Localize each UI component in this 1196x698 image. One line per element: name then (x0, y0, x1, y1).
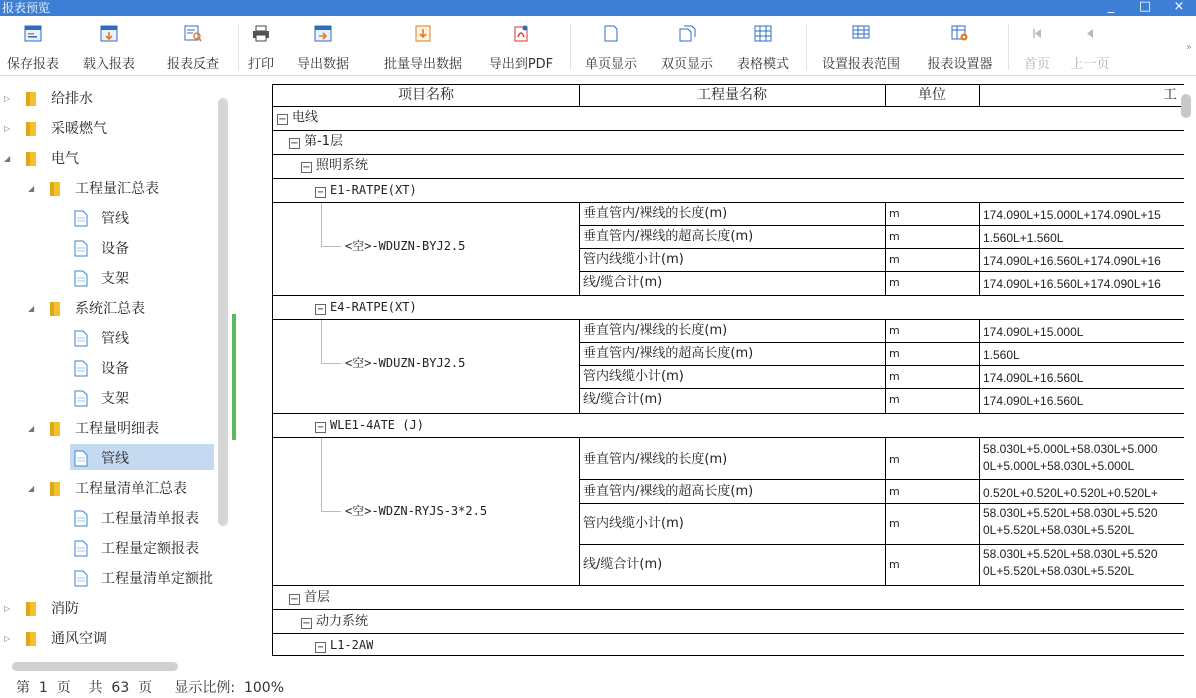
quantity-name-cell: 垂直管内/裸线的长度(m) (583, 452, 728, 467)
unit-cell: m (889, 485, 900, 498)
folder-icon (26, 122, 36, 136)
save-report-icon (24, 25, 42, 42)
document-icon (74, 210, 88, 227)
grid-line (273, 154, 1184, 155)
batch-export-button[interactable] (374, 16, 472, 76)
collapse-icon[interactable]: − (302, 618, 311, 629)
grid-line (579, 503, 1184, 504)
double-page-button[interactable] (652, 16, 722, 76)
tree-item-label: 支架 (101, 271, 129, 287)
export-pdf-button[interactable] (480, 16, 562, 76)
grid-line (273, 295, 1184, 296)
tree-item-label: 设备 (101, 241, 129, 257)
document-icon (74, 450, 88, 467)
grid-line (579, 342, 1184, 343)
grid-line (979, 202, 980, 295)
window-title-bar (0, 0, 1196, 16)
tree-item[interactable] (0, 384, 220, 414)
expression-cell: 174.090L+16.560L+174.090L+16 (983, 277, 1161, 291)
tree-item[interactable] (0, 444, 220, 474)
export-data-button[interactable] (288, 16, 358, 76)
quantity-name-cell: 线/缆合计(m) (583, 392, 663, 407)
batch-export-label: 批量导出数据 (383, 57, 462, 72)
tree-item[interactable] (0, 534, 220, 564)
window-controls (1094, 0, 1196, 16)
group-label: E1-RATPE(XT) (330, 183, 417, 197)
export-data-icon (314, 25, 332, 42)
single-page-icon (602, 25, 620, 42)
print-button[interactable] (242, 16, 280, 76)
report-range-label: 设置报表范围 (821, 57, 900, 72)
toolbar-separator (806, 24, 807, 70)
tree-item-label: 通风空调 (51, 631, 107, 647)
grid-line (885, 437, 886, 585)
grid-line (885, 202, 886, 295)
folder-icon (26, 92, 36, 106)
unit-cell: m (889, 207, 900, 220)
report-preview (238, 80, 1196, 660)
document-icon (74, 240, 88, 257)
tree-connector (321, 363, 341, 364)
tree-item-label: 设备 (101, 361, 129, 377)
document-icon (74, 540, 88, 557)
tree-connector (321, 202, 322, 246)
grid-line (273, 319, 1184, 320)
collapse-arrow-icon[interactable]: ▷ (4, 604, 11, 613)
collapse-icon[interactable]: − (315, 304, 326, 315)
report-range-icon (852, 25, 870, 42)
tree-item-label: 系统汇总表 (75, 301, 145, 317)
tree-item[interactable] (0, 504, 220, 534)
unit-cell: m (889, 370, 900, 383)
grid-line (579, 544, 1184, 545)
export-pdf-icon (512, 25, 530, 42)
tree-connector (321, 319, 322, 363)
unit-cell: m (889, 347, 900, 360)
group-row-electric-wire[interactable] (277, 107, 318, 129)
tree-item[interactable] (0, 174, 220, 204)
folder-icon (26, 152, 36, 166)
single-page-label: 单页显示 (584, 57, 637, 72)
table-mode-icon (754, 25, 772, 42)
selection-highlight (70, 444, 214, 470)
grid-line (273, 437, 1184, 438)
folder-icon (50, 422, 60, 436)
grid-line (273, 84, 1184, 85)
quantity-name-cell: 管内线缆小计(m) (583, 516, 684, 531)
group-label: WLE1-4ATE (J) (330, 418, 424, 432)
prev-page-label: 上一页 (1070, 57, 1110, 72)
grid-line (579, 437, 580, 585)
expression-cell: 0L+5.520L+58.030L+5.520L (983, 523, 1135, 537)
tree-item[interactable] (0, 414, 220, 444)
unit-cell: m (889, 517, 900, 530)
tree-item[interactable] (0, 84, 220, 114)
grid-line (579, 225, 1184, 226)
folder-icon (50, 302, 60, 316)
collapse-arrow-icon[interactable]: ▷ (4, 634, 11, 643)
group-row-wle1-4ate[interactable] (315, 414, 424, 436)
single-page-button[interactable] (576, 16, 646, 76)
tree-item[interactable] (0, 324, 220, 354)
report-range-button[interactable] (812, 16, 910, 76)
expression-cell: 58.030L+5.520L+58.030L+5.520 (983, 547, 1158, 561)
tree-item[interactable] (0, 564, 220, 594)
grid-line (273, 633, 1184, 634)
grid-line (273, 130, 1184, 131)
group-label: 第-1层 (304, 134, 343, 149)
tree-item[interactable] (0, 144, 220, 174)
group-row-e1-ratpe[interactable] (315, 179, 417, 201)
collapse-icon[interactable]: − (315, 642, 326, 653)
prev-page-icon (1081, 25, 1099, 42)
expand-arrow-icon[interactable]: ◢ (28, 184, 35, 193)
expand-arrow-icon[interactable]: ◢ (28, 424, 35, 433)
tree-item-label: 工程量清单汇总表 (75, 481, 187, 497)
header-unit: 单位 (918, 87, 946, 103)
expression-cell: 1.560L+1.560L (983, 231, 1064, 245)
tree-item-label: 消防 (51, 601, 79, 617)
quantity-name-cell: 管内线缆小计(m) (583, 252, 684, 267)
group-row-e4-ratpe[interactable] (315, 296, 417, 318)
tree-item[interactable] (0, 234, 220, 264)
grid-line (579, 319, 580, 413)
panel-splitter[interactable] (232, 314, 236, 440)
collapse-icon[interactable]: − (278, 114, 287, 125)
header-expression: 工 (1163, 87, 1177, 103)
group-row-power-system[interactable] (301, 611, 368, 633)
group-row-ground-floor[interactable] (289, 587, 330, 609)
header-quantity-name: 工程量名称 (697, 87, 767, 103)
grid-line (979, 437, 980, 585)
folder-icon (50, 482, 60, 496)
minimize-button[interactable]: _ (1107, 0, 1115, 14)
unit-cell: m (889, 253, 900, 266)
group-row-lighting-system[interactable] (301, 155, 368, 177)
expand-arrow-icon[interactable]: ◢ (4, 154, 11, 163)
grid-line (579, 365, 1184, 366)
grid-line (885, 84, 886, 106)
expression-cell: 174.090L+16.560L (983, 371, 1084, 385)
print-label: 打印 (247, 57, 274, 72)
item-name-cell: <空>-WDUZN-BYJ2.5 (345, 356, 466, 370)
tree-item[interactable] (0, 264, 220, 294)
expression-cell: 0L+5.000L+58.030L+5.000L (983, 459, 1135, 473)
window-title: 报表预览 (2, 1, 51, 15)
collapse-arrow-icon[interactable]: ▷ (4, 124, 11, 133)
reverse-lookup-icon (184, 25, 202, 42)
load-report-label: 载入报表 (82, 57, 135, 72)
unit-cell: m (889, 558, 900, 571)
tree-item-label: 工程量清单定额批 (101, 571, 213, 587)
prev-page-button[interactable] (1062, 16, 1118, 76)
group-label: 照明系统 (316, 158, 369, 173)
expression-cell: 0L+5.520L+58.030L+5.520L (983, 564, 1135, 578)
tree-item[interactable] (0, 624, 220, 654)
item-name-cell: <空>-WDZN-RYJS-3*2.5 (345, 504, 488, 518)
grid-line (273, 178, 1184, 179)
grid-line (885, 319, 886, 413)
report-settings-label: 报表设置器 (927, 57, 993, 72)
tree-connector (321, 511, 341, 512)
folder-icon (26, 632, 36, 646)
grid-line (579, 248, 1184, 249)
document-icon (74, 510, 88, 527)
expression-cell: 174.090L+15.000L (983, 325, 1084, 339)
toolbar (0, 16, 1196, 76)
expand-arrow-icon[interactable]: ◢ (28, 484, 35, 493)
grid-line (579, 202, 580, 295)
tree-item[interactable] (0, 474, 220, 504)
grid-line (579, 84, 580, 106)
tree-item-label: 工程量汇总表 (75, 181, 159, 197)
tree-item[interactable] (0, 294, 220, 324)
grid-line (579, 479, 1184, 480)
toolbar-separator (238, 24, 239, 70)
document-icon (74, 270, 88, 287)
unit-cell: m (889, 393, 900, 406)
toolbar-separator (570, 24, 571, 70)
tree-item[interactable] (0, 594, 220, 624)
tree-item-label: 工程量明细表 (75, 421, 159, 437)
maximize-button[interactable]: □ (1138, 0, 1152, 14)
collapse-icon[interactable]: − (290, 138, 299, 149)
tree-connector (321, 437, 322, 511)
tree-item-label: 工程量定额报表 (101, 541, 199, 557)
group-label: 动力系统 (316, 614, 369, 629)
item-name-cell: <空>-WDUZN-BYJ2.5 (345, 239, 466, 253)
unit-cell: m (889, 324, 900, 337)
document-icon (74, 390, 88, 407)
double-page-icon (678, 25, 696, 42)
first-page-button[interactable] (1014, 16, 1060, 76)
expression-cell: 174.090L+16.560L+174.090L+16 (983, 254, 1161, 268)
tree-item-label: 支架 (101, 391, 129, 407)
tree-item[interactable] (0, 354, 220, 384)
collapse-arrow-icon[interactable]: ▷ (4, 94, 11, 103)
reverse-lookup-button[interactable] (156, 16, 230, 76)
load-report-icon (100, 25, 118, 42)
expression-cell: 58.030L+5.520L+58.030L+5.520 (983, 506, 1158, 520)
quantity-name-cell: 线/缆合计(m) (583, 275, 663, 290)
tree-item[interactable] (0, 114, 220, 144)
tree-item-label: 管线 (101, 451, 129, 467)
grid-line (273, 655, 1184, 656)
grid-line (273, 106, 1184, 107)
double-page-label: 双页显示 (660, 57, 713, 72)
quantity-name-cell: 垂直管内/裸线的长度(m) (583, 323, 728, 338)
toolbar-overflow-button[interactable]: » (1185, 42, 1192, 53)
report-vertical-scrollbar[interactable] (1181, 94, 1191, 118)
expression-cell: 1.560L (983, 348, 1020, 362)
export-data-label: 导出数据 (296, 57, 349, 72)
export-pdf-label: 导出到PDF (488, 57, 554, 72)
document-icon (74, 360, 88, 377)
expression-cell: 58.030L+5.000L+58.030L+5.000 (983, 442, 1158, 456)
tree-item-label: 管线 (101, 331, 129, 347)
report-table (272, 84, 1184, 656)
save-report-label: 保存报表 (6, 57, 59, 72)
quantity-name-cell: 线/缆合计(m) (583, 557, 663, 572)
folder-icon (26, 602, 36, 616)
table-mode-label: 表格模式 (736, 57, 789, 72)
header-item-name: 项目名称 (398, 87, 454, 103)
table-mode-button[interactable] (728, 16, 798, 76)
collapse-icon[interactable]: − (302, 162, 311, 173)
grid-line (979, 319, 980, 413)
tree-item[interactable] (0, 204, 220, 234)
document-icon (74, 330, 88, 347)
first-page-label: 首页 (1023, 57, 1050, 72)
grid-line (273, 609, 1184, 610)
group-label: E4-RATPE(XT) (330, 300, 417, 314)
tree-item-label: 电气 (51, 151, 79, 167)
collapse-icon[interactable]: − (315, 422, 326, 433)
group-label: 电线 (292, 110, 319, 125)
group-row-floor-b1[interactable] (289, 131, 343, 153)
grid-line (579, 271, 1184, 272)
collapse-icon[interactable]: − (290, 594, 299, 605)
tree-connector (321, 246, 341, 247)
report-settings-icon (951, 25, 969, 42)
save-report-button[interactable] (0, 16, 66, 76)
tree-horizontal-scrollbar[interactable] (12, 662, 178, 671)
expression-cell: 174.090L+16.560L (983, 394, 1084, 408)
unit-cell: m (889, 453, 900, 466)
grid-line (273, 585, 1184, 586)
report-tree (0, 84, 232, 660)
tree-item-label: 给排水 (51, 91, 93, 107)
tree-item-label: 工程量清单报表 (101, 511, 199, 527)
group-row-l1-2aw[interactable] (315, 634, 373, 656)
first-page-icon (1028, 25, 1046, 42)
status-bar: 第 1 页 共 63 页 显示比例: 100% (16, 680, 285, 696)
document-icon (74, 570, 88, 587)
grid-line (273, 202, 1184, 203)
reverse-lookup-label: 报表反查 (166, 57, 219, 72)
load-report-button[interactable] (74, 16, 144, 76)
group-label: L1-2AW (330, 638, 374, 652)
expression-cell: 0.520L+0.520L+0.520L+0.520L+ (983, 486, 1158, 500)
grid-line (273, 413, 1184, 414)
tree-item-label: 采暖燃气 (51, 121, 107, 137)
tree-vertical-scrollbar[interactable] (218, 98, 228, 526)
grid-line (579, 388, 1184, 389)
quantity-name-cell: 垂直管内/裸线的超高长度(m) (583, 484, 754, 499)
tree-item-label: 管线 (101, 211, 129, 227)
toolbar-separator (1008, 24, 1009, 70)
quantity-name-cell: 垂直管内/裸线的超高长度(m) (583, 229, 754, 244)
expression-cell: 174.090L+15.000L+174.090L+15 (983, 208, 1161, 222)
quantity-name-cell: 管内线缆小计(m) (583, 369, 684, 384)
folder-icon (50, 182, 60, 196)
quantity-name-cell: 垂直管内/裸线的超高长度(m) (583, 346, 754, 361)
close-button[interactable]: × (1173, 0, 1185, 14)
group-label: 首层 (304, 590, 331, 605)
expand-arrow-icon[interactable]: ◢ (28, 304, 35, 313)
grid-line (979, 84, 980, 106)
print-icon (252, 25, 270, 42)
unit-cell: m (889, 230, 900, 243)
unit-cell: m (889, 276, 900, 289)
batch-export-icon (414, 25, 432, 42)
quantity-name-cell: 垂直管内/裸线的长度(m) (583, 206, 728, 221)
collapse-icon[interactable]: − (315, 187, 326, 198)
report-settings-button[interactable] (918, 16, 1002, 76)
